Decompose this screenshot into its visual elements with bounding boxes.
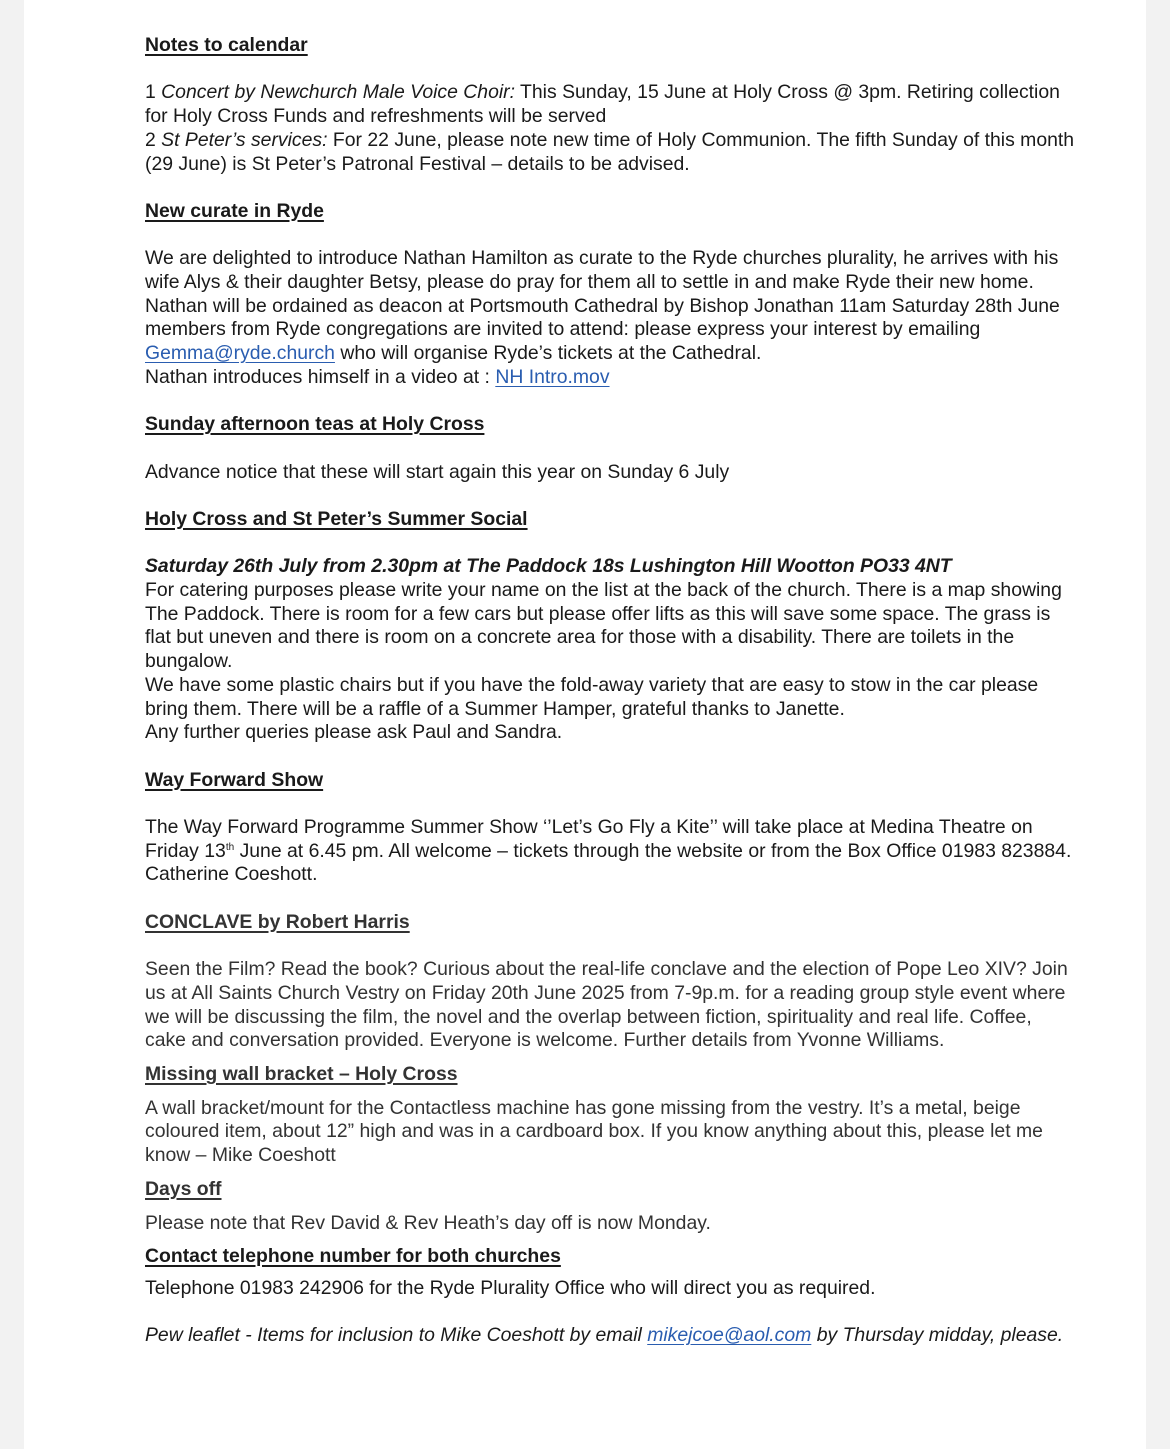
daysoff-heading: Days off — [145, 1177, 222, 1200]
social-para-3: Any further queries please ask Paul and Sandra. — [145, 721, 563, 744]
wayforward-text-1: The Way Forward Programme Summer Show ‘’Let’s Go Fly a Kite’’ will take place at Medina Theatre on Friday 13 — [145, 816, 1033, 862]
curate-video-text: Nathan introduces himself in a video at : — [145, 365, 496, 388]
bracket-body: A wall bracket/mount for the Contactless machine has gone missing from the vestry. It’s a metal, beige coloured item, about 12” high and was in a cardboard box. If you know anything about this, please let me know – Mike Coeshott — [145, 1096, 1043, 1167]
wayforward-heading: Way Forward Show — [145, 768, 324, 791]
social-para-1: For catering purposes please write your name on the list at the back of the church. There is a map showing The Paddock. There is room for a few cars but please offer lifts as this will save some space. The grass is flat but uneven and there is room on a concrete area for those with a disability. There are toilets in the bungalow. — [145, 579, 1062, 673]
document-content — [145, 34, 1075, 1348]
contact-body: Telephone 01983 242906 for the Ryde Plurality Office who will direct you as required. — [145, 1276, 876, 1299]
gemma-email-link[interactable]: Gemma@ryde.church — [145, 342, 335, 365]
teas-body: Advance notice that these will start again this year on Sunday 6 July — [145, 460, 730, 483]
curate-video-line — [145, 366, 1075, 390]
document-page — [24, 0, 1146, 1449]
conclave-heading: CONCLAVE by Robert Harris — [145, 910, 410, 933]
mike-email-link[interactable]: mikejcoe@aol.com — [647, 1324, 812, 1347]
nh-intro-video-link[interactable]: NH Intro.mov — [495, 365, 610, 388]
pew-leaflet-note — [145, 1324, 1075, 1348]
wayforward-text-2: June at 6.45 pm. All welcome – tickets through the website or from the Box Office 01983 823884. Catherine Coeshott. — [145, 839, 1072, 886]
notes-heading: Notes to calendar — [145, 34, 308, 56]
conclave-body: Seen the Film? Read the book? Curious about the real-life conclave and the election of Pope Leo XIV? Join us at All Saints Church Vestry on Friday 20th June 2025 from 7-9p.m. for a reading group style event where we will be discussing the film, the novel and the overlap between fiction, spirituality and real life. Coffee, cake and conversation provided. Everyone is welcome. Further details from Yvonne Williams. — [145, 958, 1068, 1052]
wayforward-body — [145, 816, 1075, 887]
wayforward-superscript: th — [225, 841, 235, 853]
curate-text-after: who will organise Ryde’s tickets at the Cathedral. — [334, 342, 762, 365]
contact-heading: Contact telephone number for both churches — [145, 1245, 561, 1268]
notes-item-1-text: This Sunday, 15 June at Holy Cross @ 3pm. Retiring collection for Holy Cross Funds and refreshments will be served — [145, 81, 1060, 128]
curate-heading: New curate in Ryde — [145, 199, 324, 222]
pew-text-after: by Thursday midday, please. — [811, 1324, 1064, 1347]
curate-body — [145, 247, 1075, 366]
social-event-line: Saturday 26th July from 2.30pm at The Paddock 18s Lushington Hill Wootton PO33 4NT — [145, 555, 952, 578]
notes-item-2-text: For 22 June, please note new time of Holy Communion. The fifth Sunday of this month (29 June) is St Peter’s Patronal Festival – details to be advised. — [145, 128, 1075, 175]
pew-text: Pew leaflet - Items for inclusion to Mike Coeshott by email — [145, 1324, 648, 1347]
teas-heading: Sunday afternoon teas at Holy Cross — [145, 413, 485, 436]
notes-item-1-number: 1 — [145, 81, 162, 104]
notes-item-2 — [145, 129, 1075, 176]
bracket-heading: Missing wall bracket – Holy Cross — [145, 1063, 458, 1086]
curate-text: We are delighted to introduce Nathan Hamilton as curate to the Ryde churches plurality, he arrives with his wife Alys & their daughter Betsy, please do pray for them all to settle in and make Ryde their new home. Nathan will be ordained as deacon at Portsmouth Cathedral by Bishop Jonathan 11am Saturday 28th June members from Ryde congregations are invited to attend: please express your interest by emailing — [145, 247, 1060, 341]
social-heading: Holy Cross and St Peter’s Summer Social — [145, 507, 528, 530]
notes-item-1 — [145, 81, 1075, 128]
daysoff-body: Please note that Rev David & Rev Heath’s day off is now Monday. — [145, 1211, 711, 1234]
notes-item-2-number: 2 — [145, 128, 162, 151]
social-para-2: We have some plastic chairs but if you have the fold-away variety that are easy to stow in the car please bring them. There will be a raffle of a Summer Hamper, grateful thanks to Janette. — [145, 673, 1039, 720]
notes-item-1-title: Concert by Newchurch Male Voice Choir: — [161, 81, 516, 104]
notes-item-2-title: St Peter’s services: — [161, 128, 328, 151]
